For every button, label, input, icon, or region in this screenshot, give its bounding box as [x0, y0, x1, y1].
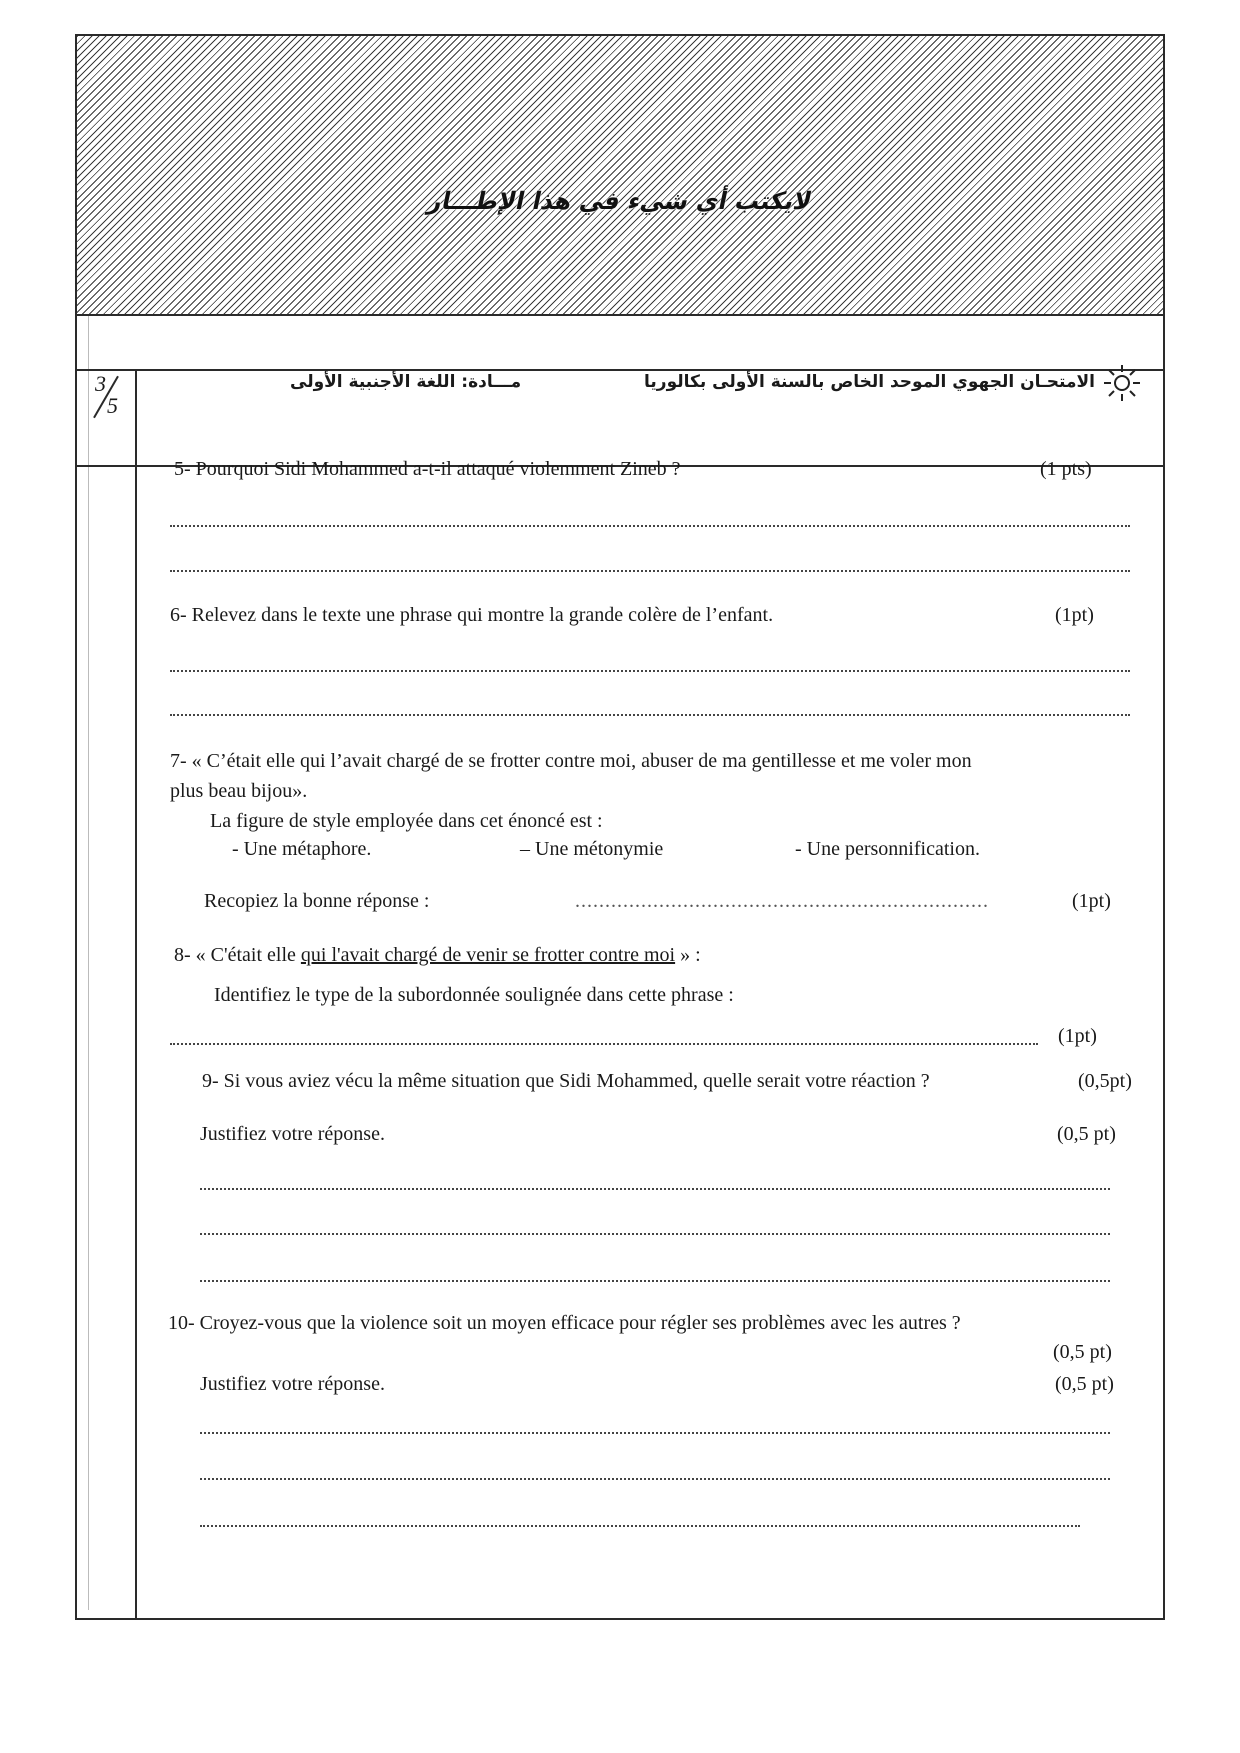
answer-line[interactable] [200, 1525, 1080, 1527]
question-6: 6- Relevez dans le texte une phrase qui montre la grande colère de l’enfant. [170, 604, 774, 626]
question-8-prompt: Identifiez le type de la subordonnée soulignée dans cette phrase : [214, 984, 734, 1006]
question-7-option-3: - Une personnification. [795, 838, 980, 860]
do-not-write-notice: لايكتب أي شيء في هذا الإطـــار [425, 187, 815, 215]
page-current: 3 [95, 371, 106, 396]
question-5-points: (1 pts) [1040, 458, 1092, 480]
answer-line[interactable] [200, 1233, 1110, 1235]
question-8 [174, 944, 701, 967]
question-9-points: (0,5pt) [1078, 1070, 1132, 1092]
question-7-answer-dots[interactable]: ..................................................................... [575, 890, 989, 912]
question-7-option-1: - Une métaphore. [232, 838, 372, 860]
answer-line[interactable] [200, 1188, 1110, 1190]
question-9-justify: Justifiez votre réponse. [200, 1123, 385, 1145]
answer-line[interactable] [170, 570, 1130, 572]
answer-line[interactable] [170, 1043, 1038, 1045]
question-8-suffix: » : [675, 944, 701, 966]
page-number [77, 369, 135, 419]
sun-logo-icon [1102, 363, 1142, 403]
question-9: 9- Si vous aviez vécu la même situation que Sidi Mohammed, quelle serait votre réaction ? [202, 1070, 930, 1092]
exam-title: الامتحـان الجهوي الموحد الخاص بالسنة الأولى بكالوريا [644, 372, 1095, 392]
question-7-prompt: La figure de style employée dans cet énoncé est : [210, 810, 603, 832]
blank-band [77, 314, 1163, 371]
question-10-points: (0,5 pt) [1053, 1341, 1112, 1363]
question-10: 10- Croyez-vous que la violence soit un moyen efficace pour régler ses problèmes avec les autres ? [168, 1312, 961, 1334]
answer-line[interactable] [200, 1478, 1110, 1480]
question-8-points: (1pt) [1058, 1025, 1097, 1047]
question-7-points: (1pt) [1072, 890, 1111, 912]
answer-line[interactable] [170, 525, 1130, 527]
question-7-line-2: plus beau bijou». [170, 780, 308, 802]
question-7-option-2: – Une métonymie [520, 838, 664, 860]
question-10-justify-points: (0,5 pt) [1055, 1373, 1114, 1395]
answer-line[interactable] [200, 1432, 1110, 1434]
answer-line[interactable] [170, 714, 1130, 716]
exam-subject: مـــادة: اللغة الأجنبية الأولى [290, 372, 522, 392]
question-8-prefix: 8- « C'était elle [174, 944, 301, 966]
answer-line[interactable] [170, 670, 1130, 672]
question-7-copy-label: Recopiez la bonne réponse : [204, 890, 430, 912]
question-8-underlined-clause: qui l'avait chargé de venir se frotter contre moi [300, 944, 676, 966]
question-10-justify: Justifiez votre réponse. [200, 1373, 385, 1395]
answer-line[interactable] [200, 1280, 1110, 1282]
page-number-column [77, 369, 137, 1620]
question-9-justify-points: (0,5 pt) [1057, 1123, 1116, 1145]
question-7-line-1: 7- « C’était elle qui l’avait chargé de se frotter contre moi, abuser de ma gentillesse et me voler mon [170, 750, 972, 772]
do-not-write-zone [77, 36, 1163, 316]
question-5: 5- Pourquoi Sidi Mohammed a-t-il attaqué violemment Zineb ? [174, 458, 681, 480]
question-6-points: (1pt) [1055, 604, 1094, 626]
page-total: 5 [107, 393, 118, 418]
